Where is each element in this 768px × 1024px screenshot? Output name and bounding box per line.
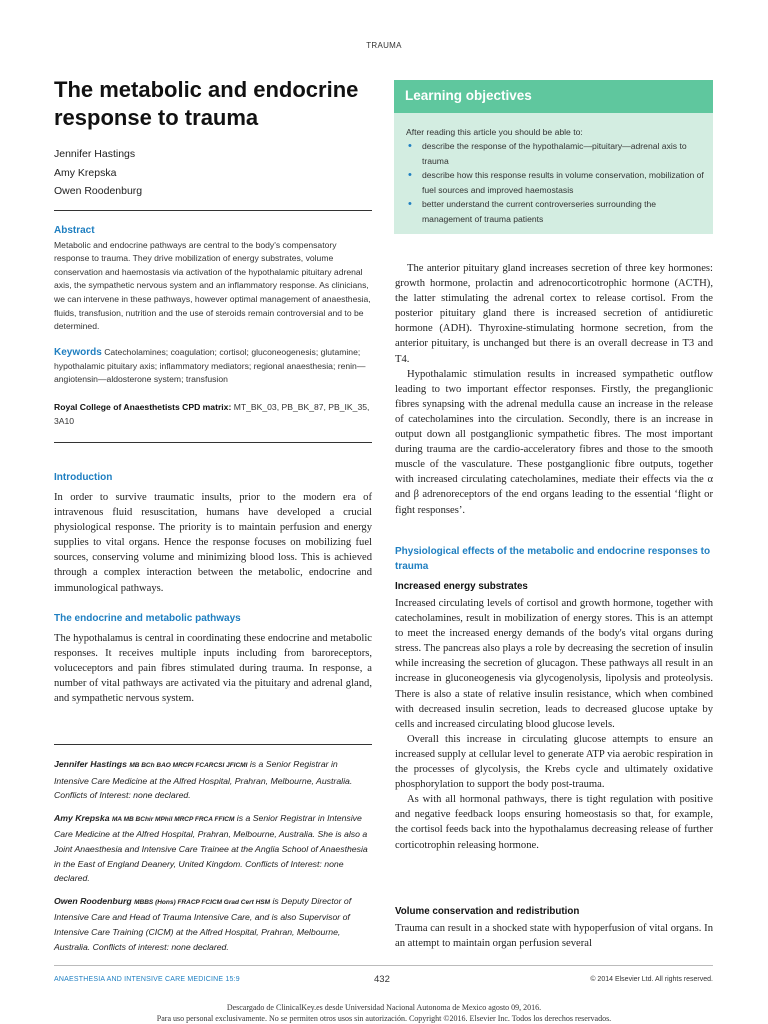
bio-credentials: MBBS (Hons) FRACP FCICM Grad Cert HSM: [134, 898, 271, 906]
learning-objectives-intro: After reading this article you should be able to:: [406, 127, 583, 137]
keywords-text: Catecholamines; coagulation; cortisol; gluconeogenesis; glutamine; hypothalamic pituitary axis; inflammatory mediators; regional anaesthesia; renin—angiotensin—aldosterone system; transfusion: [54, 347, 366, 385]
paragraph: In order to survive traumatic insults, prior to the modern era of intravenous fluid resuscitation, humans have developed a crucial physiological response. The priority is to maintain perfusion and energy supplies to vital organs. Hence the response focuses on mobilizing fuel sources, conserving volume and minimizing blood loss. This is achieved through a complex interaction between the metabolic, endocrine and immunological pathways.: [54, 492, 372, 594]
author-bios: [54, 757, 372, 962]
abstract-text: Metabolic and endocrine pathways are central to the body's compensatory response to trauma. They drive mobilization of energy substrates, volume conservation and haemostasis via activation of the hypothalamic pituitary adrenal axis, the sympathetic nervous system and an inflammatory response. As clinicians, we can intervene in these pathways, however optimal management of anaesthesia, fluids, transfusion, nutrition and the use of steroids remain controversial and to be determined.: [54, 239, 371, 332]
bio-text: is Deputy Director of Intensive Care and Head of Trauma Intensive Care, and is also Supervisor of Intensive Care Training (CICM) at the Alfred Hospital, Prahran, Melbourne, Australia. Conflicts of interest: none declared.: [54, 895, 352, 952]
divider: [54, 442, 372, 443]
energy-substrates-heading: Increased energy substrates: [395, 581, 528, 592]
learning-objectives-heading: Learning objectives: [405, 88, 532, 103]
volume-conservation-heading: Volume conservation and redistribution: [395, 906, 580, 917]
author-name: Owen Roodenburg: [54, 185, 143, 197]
bio-credentials: MB BCh BAO MRCPI FCARCSI JFICMI: [129, 762, 248, 769]
keywords-label: Keywords: [54, 347, 102, 358]
pathways-text: [54, 631, 372, 706]
keywords: [54, 346, 372, 387]
cpd-matrix: [54, 401, 372, 428]
cpd-text: MT_BK_03, PB_BK_87, PB_IK_35, 3A10: [54, 402, 370, 426]
bio-name: Jennifer Hastings: [54, 759, 127, 769]
footer-divider: [54, 965, 713, 966]
bio-name: Owen Roodenburg: [54, 895, 132, 906]
paragraph: Overall this increase in circulating glucose attempts to ensure an increased supply at cellular level to generate ATP via aerobic respiration in the processes of glycolysis, the Krebs cycle and ultimately oxidative phosphorylation to support the body post-trauma.: [395, 733, 713, 791]
divider: [54, 210, 372, 211]
download-line: Descargado de ClinicalKey.es desde Universidad Nacional Autonoma de Mexico agosto 09, 2016.: [226, 1003, 542, 1012]
energy-substrates-text: [395, 596, 713, 853]
journal-citation: ANAESTHESIA AND INTENSIVE CARE MEDICINE 15:9: [54, 976, 240, 983]
introduction-heading: Introduction: [54, 472, 113, 483]
abstract-heading: Abstract: [54, 225, 95, 236]
paragraph: The hypothalamus is central in coordinating these endocrine and metabolic responses. It receives multiple inputs including from baroreceptors, voluceceptors and pain fibres stimulated during trauma. In response, a number of vital pathways are activated via the pituitary and adrenal gland, and sympathetic nervous system.: [54, 633, 373, 705]
physiological-effects-heading: Physiological effects of the metabolic and endocrine responses to trauma: [395, 546, 711, 572]
list-item: • better understand the current controverseries surrounding the management of trauma patients: [406, 197, 706, 226]
paragraph: Trauma can result in a shocked state with hypoperfusion of vital organs. In an attempt to maintain organ perfusion several: [395, 923, 713, 950]
right-column-text-1: [395, 261, 713, 518]
running-head: TRAUMA: [366, 41, 402, 50]
learning-objectives-list: [406, 139, 706, 226]
divider: [54, 744, 372, 745]
bio-text: is a Senior Registrar in Intensive Care Medicine at the Alfred Hospital, Prahran, Melbourne, Australia. She is also a Joint Anaesthesia and Intensive Care Trainee at the Anglia School of Anaesthesia in the East of England Deanery, United Kingdom. Conflicts of Interest: none declared.: [54, 812, 368, 884]
author-list: [54, 145, 142, 201]
bio-credentials: MA MB BChir MPhil MRCP FRCA FFICM: [111, 815, 235, 823]
list-item: • describe the response of the hypothalamic—pituitary—adrenal axis to trauma: [406, 139, 706, 168]
paragraph: As with all hormonal pathways, there is tight regulation with positive and negative feedback loops ensuring homeostasis so that, for example, the cortisol feeds back into the hypothalamus decreasing release of further corticotrophin releasing hormone.: [395, 794, 713, 851]
bio-text: is a Senior Registrar in Intensive Care Medicine at the Alfred Hospital, Prahran, Melbourne, Australia. Conflicts of Interest: none declared.: [54, 759, 353, 801]
cpd-label: Royal College of Anaesthetists CPD matrix:: [54, 402, 232, 412]
introduction-text: [54, 490, 372, 596]
paragraph: The anterior pituitary gland increases secretion of three key hormones: growth hormone, prolactin and adrenocorticotrophic hormone (ACTH), the latter stimulating the adrenal cortex to release cortisol. From the posterior pituitary gland there is increased secretion of antidiuretic hormone (ADH). Thyroxine-stimulating hormone secretion, from the anterior pituitary, is unchanged but there is an overall decrease in T3 and T4.: [395, 263, 713, 365]
article-title: The metabolic and endocrine response to trauma: [54, 77, 359, 130]
author-bio: [54, 757, 372, 803]
volume-conservation-text: [395, 921, 713, 951]
download-note: [0, 1003, 768, 1024]
paragraph: Hypothalamic stimulation results in increased sympathetic outflow leading to two important effector responses. Firstly, the preganglionic fibres synapsing with the adrenal medulla cause an increase in the release of catecholamines into the circulation. Secondly, there is an increase in output down all postganglionic sympathetic fibres. The most important during trauma are the cardio-acceleratory fibres and those to the smooth muscle of the vasculature. These postganglionic fibre outputs, together with increased circulating catecholamines, mediate their effects via the α and β adrenoreceptors of the end organs leading to the essential ‘flight or fight responses’.: [395, 368, 713, 516]
author-bio: [54, 894, 372, 954]
download-line: Para uso personal exclusivamente. No se permiten otros usos sin autorización. Copyright ©2016. Elsevier Inc. Todos los derechos reservados.: [156, 1013, 612, 1023]
author-name: Amy Krepska: [54, 166, 117, 179]
author-bio: [54, 811, 372, 886]
copyright: © 2014 Elsevier Ltd. All rights reserved.: [590, 976, 713, 983]
author-name: Jennifer Hastings: [54, 148, 136, 160]
page-number: 432: [374, 974, 390, 985]
abstract: [54, 224, 372, 334]
list-item: • describe how this response results in volume conservation, mobilization of fuel sources and improved haemostasis: [406, 168, 706, 197]
bio-name: Amy Krepska: [54, 812, 110, 823]
paragraph: Increased circulating levels of cortisol and growth hormone, together with catecholamines, result in mobilization of energy stores. This is an attempt to meet the increased energy demands of the body's vital organs during stress. The pancreas also plays a role by decreasing the secretion of insulin while increasing the secretion of glucagon. These pathways all result in an increase in gluconeogenesis via glycogenolysis, lipolysis and proteolysis. There is also a state of relative insulin resistance, which when combined with decreased insulin secretion, leads to decreased glucose uptake by cells and increased circulating blood glucose levels.: [395, 598, 713, 730]
pathways-heading: The endocrine and metabolic pathways: [54, 613, 241, 624]
learning-objectives-header: [394, 80, 713, 113]
